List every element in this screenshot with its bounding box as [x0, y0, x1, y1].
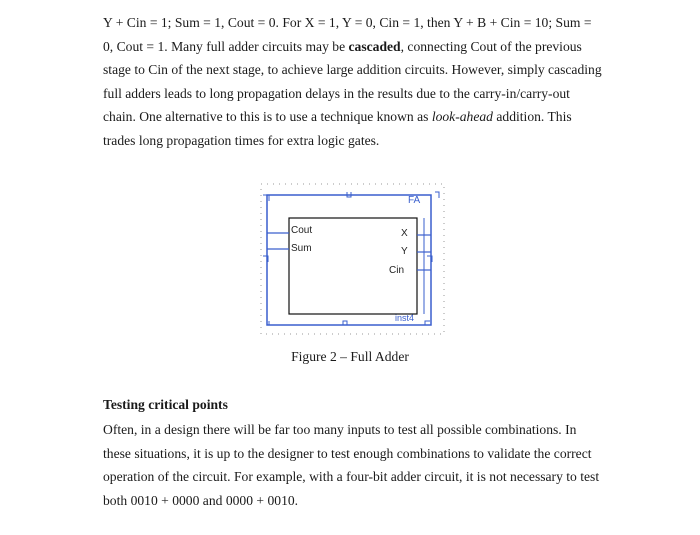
port-label-y: Y — [401, 246, 408, 257]
paragraph-1-text-c: addition. This trades long propagation times for extra logic gates. — [103, 109, 572, 148]
port-label-x: X — [401, 228, 408, 239]
body-paragraph-2: Often, in a design there will be far too many inputs to test all possible combinations. In these situations, it is up to the designer to test enough combinations to validate the correct operation of the circuit. For example, with a four-bit adder circuit, it is not necessary to test both 0010 + 0000 and 0000 + 0010. — [103, 422, 600, 508]
full-adder-schematic — [255, 180, 450, 340]
instance-label: inst4 — [395, 313, 415, 323]
term-cascaded: cascaded — [348, 38, 401, 54]
block-name-label: FA — [408, 195, 421, 206]
full-adder-figure — [255, 180, 450, 340]
paragraph-1-text-a: Y + Cin = 1; Sum = 1, Cout = 0. For X = 1, Y = 0, Cin = 1, then Y + B + Cin = 10; Sum = 0, Cout = 1. Many full adder circuits may be — [103, 15, 592, 54]
paragraph-1-text-b: , connecting Cout of the previous stage to Cin of the next stage, to achieve large addition circuits. However, simply cascading full adders leads to long propagation delays in the results due to the carry-in/carry-out chain. One alternative to this is to use a technique known as — [103, 38, 602, 125]
section-heading: Testing critical points — [103, 397, 228, 412]
port-label-sum: Sum — [291, 243, 312, 254]
port-label-cout: Cout — [291, 225, 313, 236]
term-look-ahead: look-ahead — [431, 109, 493, 125]
port-label-cin: Cin — [389, 265, 405, 276]
figure-caption: Figure 2 – Full Adder — [291, 349, 409, 364]
body-paragraph-1 — [103, 11, 603, 153]
